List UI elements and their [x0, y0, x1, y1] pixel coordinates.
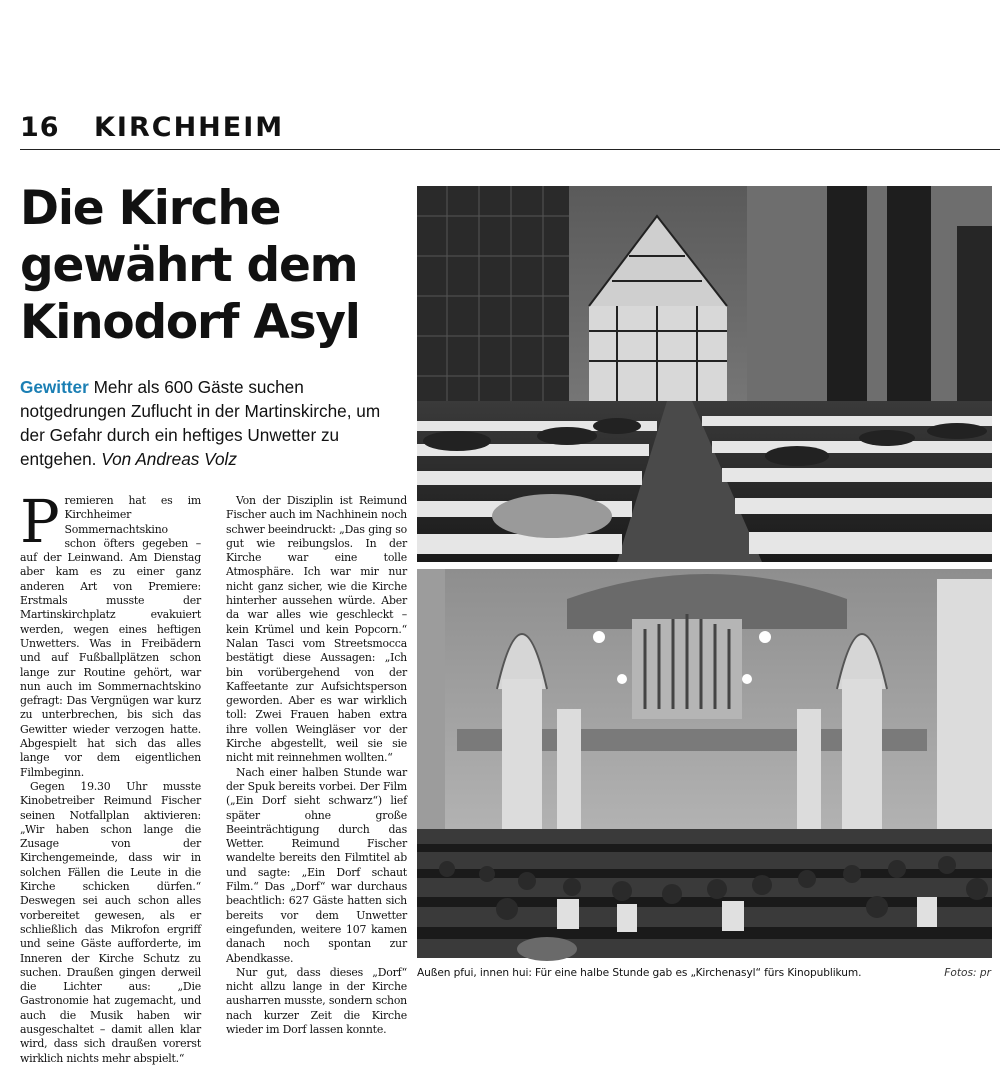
photo-credit: Fotos: pr	[944, 967, 991, 979]
teaser-author: Von Andreas Volz	[101, 449, 237, 469]
paragraph-text: remieren hat es im Kirchheimer Sommernachtskino schon öfters gegeben – auf der Leinwand. Am Dienstag aber kam es zu einer ganz anderen Art von Premiere: Erstmals musste der Martinskirchplatz evakuiert werden, wegen eines heftigen Unwetters. Was in Freibädern und auf Fußballplätzen schon lange zur Routine gehört, war nun auch im Sommernachtskino gefragt: Das Vergnügen war kurz zu unterbrechen, bis sich das Gewitter wieder verzogen hatte. Abgespielt hat sich das alles lange vor dem eigentlichen Filmbeginn.	[20, 494, 201, 779]
article-paragraph: Nach einer halben Stunde war der Spuk bereits vorbei. Der Film („Ein Dorf sieht schwarz“) lief später ohne große Beeinträchtigung durch das Wetter. Reimund Fischer wandelte bereits den Filmtitel ab und sagte: „Ein Dorf schaut Film.“ Das „Dorf“ war durchaus beachtlich: 627 Gäste hatten sich bereits vor dem Unwetter eingefunden, weitere 107 kamen danach noch spontan zur Abendkasse.	[226, 765, 407, 965]
teaser-text: Mehr als 600 Gäste suchen notgedrungen Zuflucht in der Martinskirche, um der Gefahr durch ein heftiges Unwetter zu entgehen.	[20, 377, 381, 469]
article-paragraph: Nur gut, dass dieses „Dorf“ nicht allzu lange in der Kirche ausharren musste, sondern schon nach kurzer Zeit die Kirche wieder im Dorf lassen konnte.	[226, 965, 407, 1036]
teaser-tag: Gewitter	[20, 377, 89, 397]
article-column-1	[20, 487, 201, 1066]
headline-line-1: Die Kirche	[20, 181, 281, 236]
article-paragraph: Von der Disziplin ist Reimund Fischer auch im Nachhinein noch schwer beeindruckt: „Das ging so gut wie reibungslos. In der Kirche war eine tolle Atmosphäre. Ich war mir nur nicht ganz sicher, wie die Kirche hinterher aussehen würde. Aber da war alles wie geschleckt – kein Krümel und kein Popcorn.“ Nalan Tasci vom Streetsmocca bestätigt diese Aussagen: „Ich bin vorübergehend von der Kaffeetante zur Aufsichtsperson geworden. Aber es war wirklich toll: Zwei Frauen haben extra ihre vollen Weingläser vor der Kirche abgestellt, weil sie sie nicht mit reinnehmen wollten.“	[226, 494, 407, 765]
photo-caption: Außen pfui, innen hui: Für eine halbe Stunde gab es „Kirchenasyl“ fürs Kinopublikum.	[417, 967, 862, 979]
photo-church-interior	[417, 569, 992, 958]
section-name: KIRCHHEIM	[94, 112, 285, 143]
article-paragraph: Gegen 19.30 Uhr musste Kinobetreiber Reimund Fischer seinen Notfallplan aktivieren: „Wir haben schon lange die Zusage von der Kirchengemeinde, dass wir in solchen Fällen die Leute in die Kirche schicken dürfen.“ Deswegen sei auch schon alles vorbereitet gewesen, als er schließlich das Mikrofon ergriff und seine Gäste aufforderte, im Inneren der Kirche Schutz zu suchen. Draußen gingen derweil die Lichter aus: „Die Gastronomie hat zugemacht, und auch die Musik haben wir ausgeschaltet – damit allen klar wird, dass sich draußen vorerst wirklich nichts mehr abspielt.“	[20, 779, 201, 1065]
page-header	[20, 112, 1000, 150]
rainy-square-picture	[417, 186, 992, 562]
teaser	[20, 375, 405, 471]
drop-cap: P	[20, 487, 60, 556]
article-paragraph	[20, 487, 201, 780]
headline-line-3: Kinodorf Asyl	[20, 295, 360, 350]
page-number: 16	[20, 112, 60, 143]
headline	[20, 180, 405, 351]
headline-line-2: gewährt dem	[20, 238, 358, 293]
church-interior-picture	[417, 569, 992, 958]
article-column-2	[226, 494, 407, 1037]
photo-rainy-square	[417, 186, 992, 562]
